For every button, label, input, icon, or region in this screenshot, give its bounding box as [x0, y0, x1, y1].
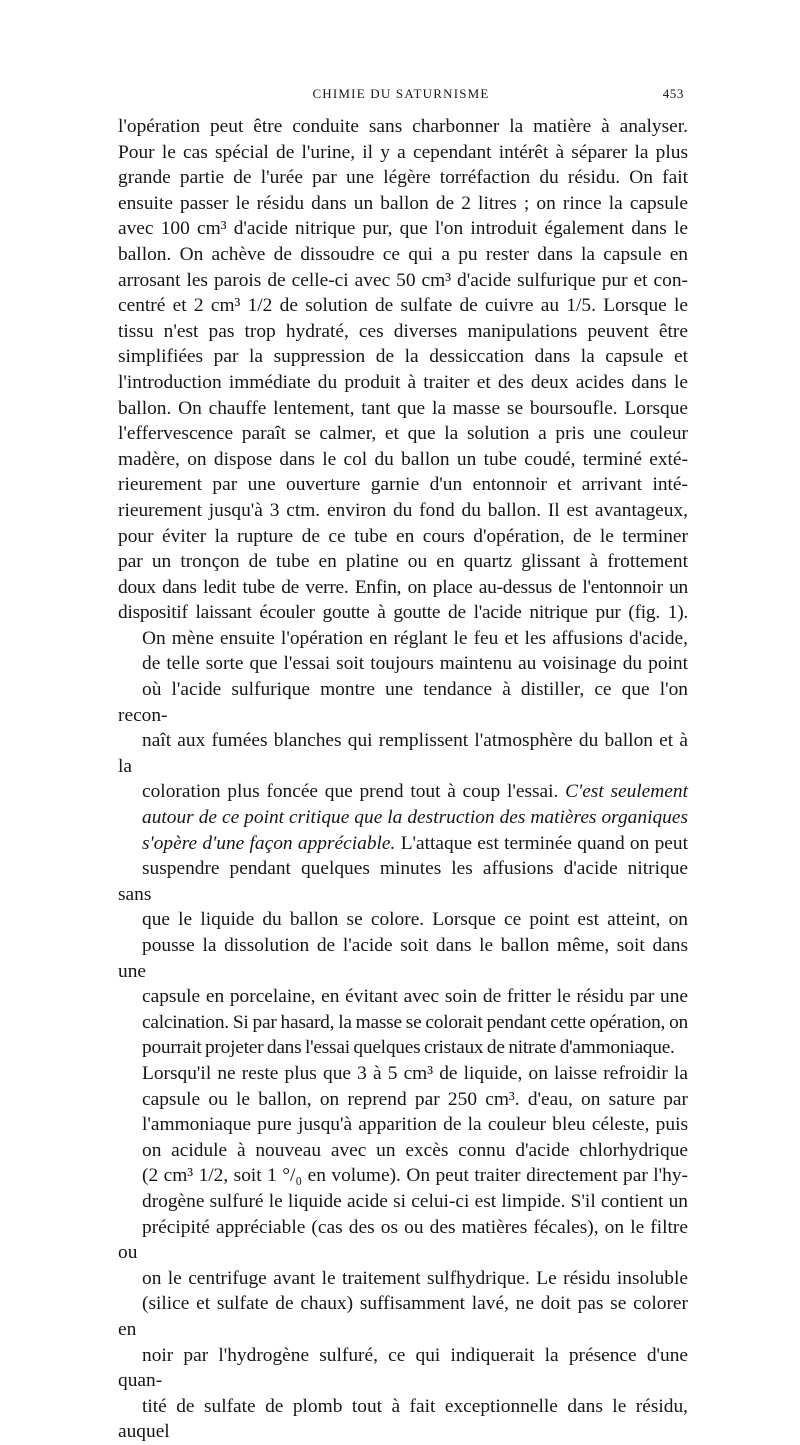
text-line: pour éviter la rupture de ce tube en cours d'opération, de le terminer: [118, 525, 688, 547]
text-line: tité de sulfate de plomb tout à fait exceptionnelle dans le résidu, auquel: [118, 1395, 688, 1443]
text-line: [118, 831, 688, 857]
italic-text: s'opère d'une façon appréciable.: [142, 832, 396, 854]
text-line: rieurement jusqu'à 3 ctm. environ du fond du ballon. Il est avantageux,: [118, 499, 688, 521]
text-line: centré et 2 cm³ 1/2 de solution de sulfate de cuivre au 1/5. Lorsque le: [118, 295, 688, 317]
page-header: [118, 86, 684, 108]
text-line: on le centrifuge avant le traitement sulfhydrique. Le résidu insoluble: [142, 1267, 688, 1289]
paragraph-1: [118, 114, 688, 626]
text-line: l'effervescence paraît se calmer, et que la solution a pris une couleur: [118, 423, 688, 445]
text-line: de telle sorte que l'essai soit toujours maintenu au voisinage du point: [142, 653, 688, 675]
text-line: (silice et sulfate de chaux) suffisamment lavé, ne doit pas se colorer en: [118, 1293, 688, 1340]
text-line: simplifiées par la suppression de la dessiccation dans la capsule et: [118, 346, 688, 368]
text-line: pourrait projeter dans l'essai quelques cristaux de nitrate d'ammoniaque.: [142, 1037, 675, 1059]
text-line: par un tronçon de tube en platine ou en quartz glissant à frottement: [118, 551, 688, 573]
page-number: 453: [662, 86, 684, 101]
text-line: où l'acide sulfurique montre une tendance à distiller, ce que l'on recon-: [118, 679, 688, 726]
text-line: avec 100 cm³ d'acide nitrique pur, que l'on introduit également dans le: [118, 218, 688, 240]
italic-text: C'est seulement: [565, 781, 688, 803]
text-line: on acidule à nouveau avec un excès connu d'acide chlorhydrique: [142, 1139, 688, 1161]
text-line: naît aux fumées blanches qui remplissent l'atmosphère du ballon et à la: [118, 730, 688, 777]
italic-line: autour de ce point critique que la destruction des matières organiques: [142, 807, 688, 829]
text-line: ballon. On chauffe lentement, tant que la masse se boursoufle. Lorsque: [118, 397, 688, 419]
body-text: [118, 114, 688, 1445]
text-line: l'opération peut être conduite sans charbonner la matière à analyser.: [118, 116, 688, 137]
text-line: arrosant les parois de celle-ci avec 50 cm³ d'acide sulfurique pur et con-: [118, 269, 688, 291]
text-line: Pour le cas spécial de l'urine, il y a cependant intérêt à séparer la plus: [118, 141, 688, 163]
text-line: précipité appréciable (cas des os ou des matières fécales), on le filtre ou: [118, 1216, 688, 1264]
text-line: suspendre pendant quelques minutes les affusions d'acide nitrique sans: [118, 858, 688, 905]
text-line: que le liquide du ballon se colore. Lorsque ce point est atteint, on: [142, 909, 688, 931]
text-line: noir par l'hydrogène sulfuré, ce qui indiquerait la présence d'une quan-: [118, 1344, 688, 1392]
text-line: ensuite passer le résidu dans un ballon de 2 litres ; on rince la capsule: [118, 192, 688, 214]
text-line: ballon. On achève de dissoudre ce qui a pu rester dans la capsule en: [118, 243, 688, 265]
text-line: capsule en porcelaine, en évitant avec soin de fritter le résidu par une: [142, 986, 688, 1008]
text-line: (2 cm³ 1/2, soit 1 °/₀ en volume). On peut traiter directement par l'hy-: [142, 1165, 688, 1187]
text-line: madère, on dispose dans le col du ballon un tube coudé, terminé exté-: [118, 448, 688, 470]
running-title: CHIMIE DU SATURNISME: [312, 86, 490, 101]
text-run: coloration plus foncée que prend tout à coup l'essai.: [142, 781, 559, 803]
text-line: tissu n'est pas trop hydraté, ces diverses manipulations peuvent être: [118, 320, 688, 342]
text-run: L'attaque est terminée quand on peut: [400, 832, 688, 854]
text-line: l'ammoniaque pure jusqu'à apparition de la couleur bleu céleste, puis: [142, 1114, 688, 1136]
text-line: pousse la dissolution de l'acide soit dans le ballon même, soit dans une: [118, 935, 688, 982]
paragraph-3: [118, 1061, 688, 1445]
text-line: On mène ensuite l'opération en réglant le feu et les affusions d'acide,: [142, 627, 688, 649]
text-line: doux dans ledit tube de verre. Enfin, on place au-dessus de l'entonnoir un: [118, 576, 688, 598]
text-line: capsule ou le ballon, on reprend par 250 cm³. d'eau, on sature par: [142, 1088, 688, 1110]
text-line: dispositif laissant écouler goutte à goutte de l'acide nitrique pur (fig. 1).: [118, 602, 688, 624]
text-line: drogène sulfuré le liquide acide si celui-ci est limpide. S'il contient un: [142, 1190, 688, 1212]
text-line: grande partie de l'urée par une légère torréfaction du résidu. On fait: [118, 167, 688, 189]
text-line: l'introduction immédiate du produit à traiter et des deux acides dans le: [118, 371, 688, 393]
text-line: Lorsqu'il ne reste plus que 3 à 5 cm³ de liquide, on laisse refroidir la: [142, 1062, 688, 1084]
text-line: [118, 779, 688, 805]
text-line: calcination. Si par hasard, la masse se colorait pendant cette opération, on: [142, 1011, 688, 1033]
paragraph-2: [118, 626, 688, 1061]
text-line: rieurement par une ouverture garnie d'un entonnoir et arrivant inté-: [118, 474, 688, 496]
